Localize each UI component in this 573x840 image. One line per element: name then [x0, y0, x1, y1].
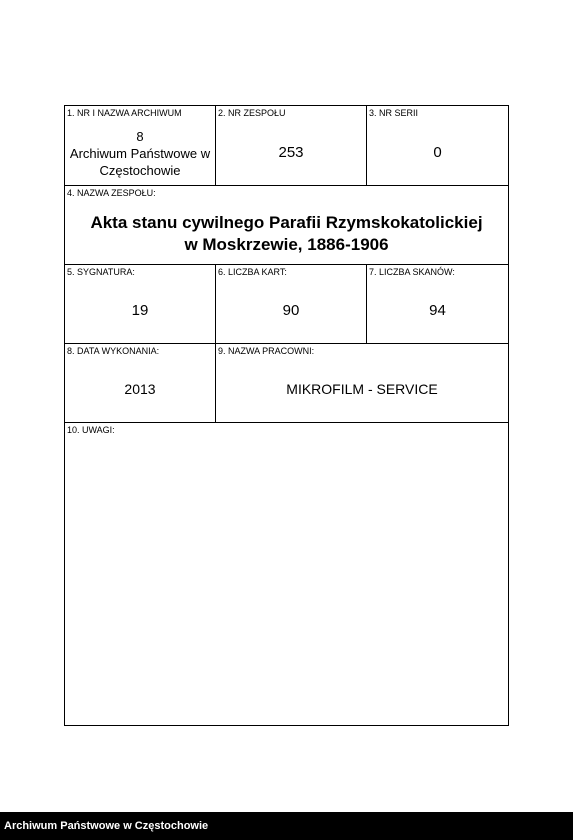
studio-cell	[216, 344, 508, 422]
signature-label: 5. SYGNATURA:	[67, 267, 135, 277]
archive-name-line1: Archiwum Państwowe w	[69, 146, 211, 161]
scan-count-cell	[367, 265, 508, 343]
footer-bar	[0, 812, 573, 840]
fonds-name-value	[65, 212, 508, 256]
series-number-cell	[367, 106, 508, 185]
date-label: 8. DATA WYKONANIA:	[67, 346, 160, 356]
date-value: 2013	[124, 381, 156, 397]
fonds-name-line1: Akta stanu cywilnego Parafii Rzymskokatolickiej	[90, 213, 483, 232]
archive-value	[65, 128, 215, 179]
date-cell	[65, 344, 215, 422]
footer-archive-name: Archiwum Państwowe w Częstochowie	[4, 820, 209, 832]
archive-name-line2: Częstochowie	[99, 163, 181, 178]
fonds-name-cell	[65, 186, 508, 264]
studio-label: 9. NAZWA PRACOWNI:	[218, 346, 315, 356]
archive-cell	[65, 106, 215, 185]
scan-count-value: 94	[429, 302, 446, 319]
archival-metadata-form	[64, 105, 509, 726]
fonds-name-line2: w Moskrzewie, 1886-1906	[184, 235, 389, 254]
signature-value: 19	[131, 302, 149, 319]
fonds-number-label: 2. NR ZESPOŁU	[218, 108, 286, 118]
series-number-label: 3. NR SERII	[369, 108, 419, 118]
series-number-value: 0	[433, 144, 442, 161]
studio-value: MIKROFILM - SERVICE	[286, 381, 438, 397]
archive-number: 8	[136, 129, 144, 144]
card-count-label: 6. LICZBA KART:	[218, 267, 287, 277]
remarks-label: 10. UWAGI:	[67, 425, 115, 435]
fonds-name-label: 4. NAZWA ZESPOŁU:	[67, 188, 156, 198]
scan-count-label: 7. LICZBA SKANÓW:	[369, 267, 455, 277]
signature-cell	[65, 265, 215, 343]
archive-label: 1. NR I NAZWA ARCHIWUM	[67, 108, 182, 118]
fonds-number-value: 253	[278, 144, 304, 161]
card-count-value: 90	[282, 302, 300, 319]
remarks-cell	[65, 423, 508, 725]
card-count-cell	[216, 265, 366, 343]
fonds-number-cell	[216, 106, 366, 185]
